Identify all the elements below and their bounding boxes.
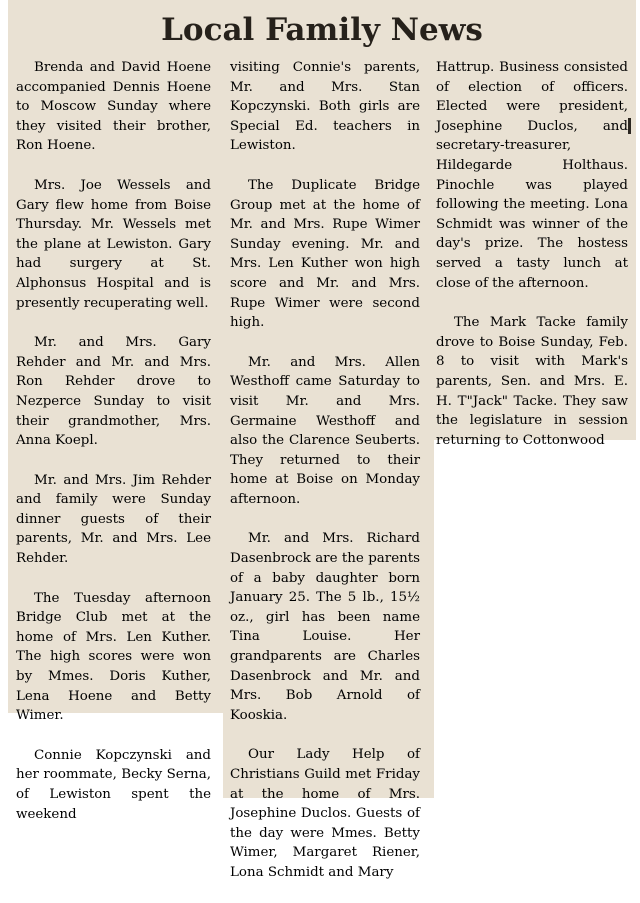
article-column-1 — [16, 58, 211, 844]
news-item-continuation: Hattrup. Business consisted of election of officers. Elected were president, Josephine Duclos, and secretary-treasurer, Hildegarde Holthaus. Pinochle was played following the meeting. Lona Schmidt was winner of the day's prize. The hostess served a tasty lunch at close of the afternoon. — [436, 60, 628, 291]
article-column-2 — [230, 58, 420, 903]
news-item: The Tuesday afternoon Bridge Club met at the home of Mrs. Len Kuther. The high scores were won by Mmes. Doris Kuther, Lena Hoene and Betty Wimer. — [16, 590, 211, 724]
news-item-continuation: visiting Connie's parents, Mr. and Mrs. Stan Kopczynski. Both girls are Special Ed. teachers in Lewiston. — [230, 60, 420, 154]
news-item: Brenda and David Hoene accompanied Dennis Hoene to Moscow Sunday where they visited their brother, Ron Hoene. — [16, 60, 211, 154]
news-item: Mr. and Mrs. Richard Dasenbrock are the parents of a baby daughter born January 25. The 5 lb., 15½ oz., girl has been name Tina Louise. Her grandparents are Charles Dasenbrock and Mr. and Mrs. Bob Arnold of Kooskia. — [230, 531, 420, 723]
news-item: Mr. and Mrs. Gary Rehder and Mr. and Mrs. Ron Rehder drove to Nezperce Sunday to visit their grandmother, Mrs. Anna Koepl. — [16, 335, 211, 449]
article-column-3 — [436, 58, 628, 470]
news-item: The Mark Tacke family drove to Boise Sunday, Feb. 8 to visit with Mark's parents, Sen. and Mrs. E. H. T"Jack" Tacke. They saw the legislature in session returning to Cottonwood — [436, 315, 628, 448]
news-item: Mrs. Joe Wessels and Gary flew home from Boise Thursday. Mr. Wessels met the plane at Lewiston. Gary had surgery at St. Alphonsus Hospital and is presently recuperating well. — [16, 177, 211, 311]
headline: Local Family News — [8, 6, 636, 54]
news-item: Mr. and Mrs. Allen Westhoff came Saturday to visit Mr. and Mrs. Germaine Westhoff and also the Clarence Seuberts. They returned to their home at Boise on Monday afternoon. — [230, 354, 420, 507]
print-mark — [628, 118, 631, 134]
news-item: The Duplicate Bridge Group met at the home of Mr. and Mrs. Rupe Wimer Sunday evening. Mr. and Mrs. Len Kuther won high score and Mr. and Mrs. Rupe Wimer were second high. — [230, 177, 420, 331]
news-item: Connie Kopczynski and her roommate, Becky Serna, of Lewiston spent the weekend — [16, 747, 211, 822]
news-item: Our Lady Help of Christians Guild met Friday at the home of Mrs. Josephine Duclos. Guests of the day were Mmes. Betty Wimer, Margaret Riener, Lona Schmidt and Mary — [230, 747, 420, 880]
news-item: Mr. and Mrs. Jim Rehder and family were Sunday dinner guests of their parents, Mr. and Mrs. Lee Rehder. — [16, 472, 211, 567]
